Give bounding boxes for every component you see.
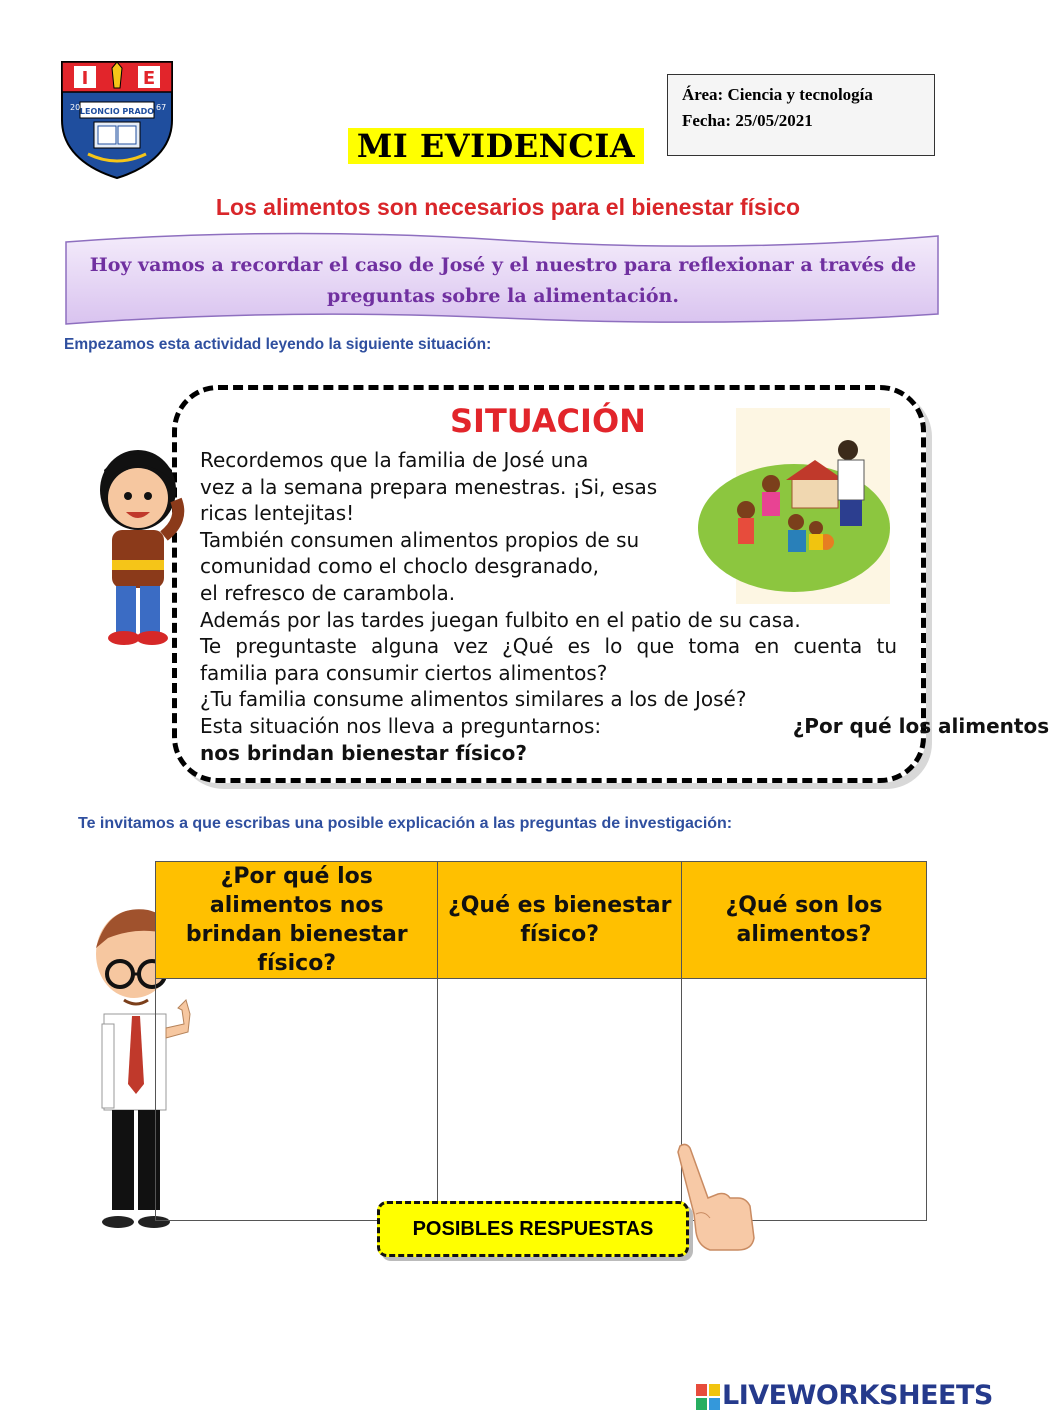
logo-school-name: LEONCIO PRADO [79,107,155,116]
situation-question-part2: nos brindan bienestar físico? [200,741,527,765]
pointing-hand-icon [674,1140,756,1252]
situation-line: También consumen alimentos propios de su [200,528,640,552]
situation-line: Esta situación nos lleva a preguntarnos: [200,714,602,738]
situation-line: familia para consumir ciertos alimentos? [200,661,608,685]
situation-line: ricas lentejitas! [200,501,355,525]
table-header-cell: ¿Qué es bienestar físico? [438,862,681,979]
situation-line: ¿Tu familia consume alimentos similares a los de José? [200,687,747,711]
questions-table [155,861,927,1221]
children-playing-illustration [696,408,892,604]
situation-title: SITUACIÓN [450,402,646,440]
invite-text: Te invitamos a que escribas una posible explicación a las preguntas de investigación: [78,815,733,832]
situation-line: vez a la semana prepara menestras. ¡Si, esas [200,475,658,499]
situation-line-question [200,713,1049,739]
situation-line: Recordemos que la familia de José una [200,448,589,472]
subtitle: Los alimentos son necesarios para el bienestar físico [215,194,801,220]
situation-line: comunidad como el choclo desgranado, [200,554,600,578]
logo-year-left: 20 [70,103,81,112]
liveworksheets-logo-icon [696,1384,720,1410]
answer-cell-1[interactable] [156,979,438,1221]
situation-question-part1: ¿Por qué los alimentos [792,714,1049,738]
info-box [667,74,935,156]
logo-year-right: 67 [156,103,167,112]
intro-text: Empezamos esta actividad leyendo la siguiente situación: [64,336,492,353]
table-header-row [156,862,927,979]
table-header-cell: ¿Por qué los alimentos nos brindan bienestar físico? [156,862,438,979]
posibles-respuestas-button[interactable]: POSIBLES RESPUESTAS [377,1201,689,1257]
logo-letter-i: I [81,68,89,89]
situation-line: Además por las tardes juegan fulbito en el patio de su casa. [200,608,801,632]
boy-illustration [88,440,188,650]
situation-line: Te preguntaste alguna vez ¿Qué es lo que toma en cuenta tu [200,634,897,658]
table-answer-row [156,979,927,1221]
table-header-cell: ¿Qué son los alimentos? [681,862,926,979]
answer-cell-2[interactable] [438,979,681,1221]
brand-name[interactable]: LIVEWORKSHEETS [722,1380,993,1411]
logo-letter-e: E [142,68,156,89]
school-logo [58,58,176,180]
situation-line: el refresco de carambola. [200,581,456,605]
banner-text: Hoy vamos a recordar el caso de José y el nuestro para reflexionar a través de preguntas sobre la alimentación. [89,254,917,307]
area-label: Área: Ciencia y tecnología [682,85,873,104]
date-label: Fecha: 25/05/2021 [682,111,813,130]
page-title: MI EVIDENCIA [348,128,644,164]
